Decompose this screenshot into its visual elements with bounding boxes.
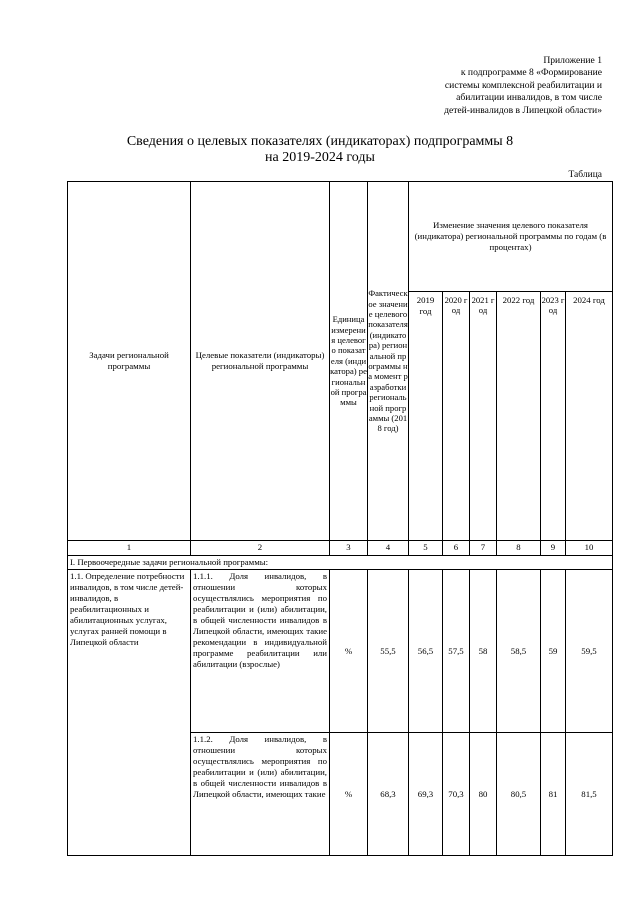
- header-change-by-year: Изменение значения целевого показателя (индикатора) региональной программы по годам (в процентах): [409, 182, 613, 292]
- indicator-cell: 1.1.1. Доля инвалидов, в отношении которых осуществлялись мероприятия по реабилитации и (или) абилитации, в общей численности инвалидов в Липецкой области, имеющих такие рекомендации в индивидуальной программе реабилитации или абилитации (взрослые): [191, 570, 330, 733]
- value-2022: 80,5: [497, 733, 541, 856]
- value-2021: 80: [470, 733, 497, 856]
- column-number: 1: [68, 541, 191, 556]
- column-number: 7: [470, 541, 497, 556]
- column-number: 3: [330, 541, 368, 556]
- unit-cell: %: [330, 570, 368, 733]
- section-row: [68, 556, 613, 570]
- task-cell: 1.1. Определение потребности инвалидов, в том числе детей-инвалидов, в реабилитационных и абилитационных услугах, услугах ранней помощи в Липецкой области: [68, 570, 191, 856]
- value-2022: 58,5: [497, 570, 541, 733]
- actual-value-cell: 68,3: [368, 733, 409, 856]
- appendix-line: детей-инвалидов в Липецкой области»: [444, 104, 602, 116]
- header-year-2024: 2024 год: [566, 292, 613, 541]
- document-title: [0, 134, 640, 166]
- column-number: 9: [541, 541, 566, 556]
- unit-cell: %: [330, 733, 368, 856]
- actual-value-cell: 55,5: [368, 570, 409, 733]
- header-year-2021: 2021 год: [470, 292, 497, 541]
- indicators-table: [67, 181, 613, 856]
- column-number: 6: [443, 541, 470, 556]
- header-actual-value: Фактическое значение целевого показателя (индикатора) региональной программы на момент разработки региональной программы (2018 год): [368, 182, 409, 541]
- column-number: 4: [368, 541, 409, 556]
- column-number: 8: [497, 541, 541, 556]
- column-number: 5: [409, 541, 443, 556]
- value-2023: 59: [541, 570, 566, 733]
- indicator-cell: 1.1.2. Доля инвалидов, в отношении которых осуществлялись мероприятия по реабилитации и (или) абилитации, в общей численности инвалидов в Липецкой области, имеющих такие: [191, 733, 330, 856]
- value-2019: 69,3: [409, 733, 443, 856]
- column-number: 2: [191, 541, 330, 556]
- column-number: 10: [566, 541, 613, 556]
- appendix-line: абилитации инвалидов, в том числе: [456, 92, 602, 104]
- header-indicators: Целевые показатели (индикаторы) региональной программы: [191, 182, 330, 541]
- value-2024: 81,5: [566, 733, 613, 856]
- header-year-2020: 2020 год: [443, 292, 470, 541]
- appendix-line: к подпрограмме 8 «Формирование: [460, 67, 602, 79]
- column-numbers-row: [68, 541, 613, 556]
- appendix-line: Приложение 1: [543, 55, 602, 66]
- header-year-2023: 2023 год: [541, 292, 566, 541]
- value-2020: 70,3: [443, 733, 470, 856]
- value-2019: 56,5: [409, 570, 443, 733]
- table-caption: Таблица: [568, 170, 602, 180]
- header-row-1: [68, 182, 613, 292]
- value-2023: 81: [541, 733, 566, 856]
- header-year-2022: 2022 год: [497, 292, 541, 541]
- appendix-note: [342, 55, 602, 117]
- value-2020: 57,5: [443, 570, 470, 733]
- value-2024: 59,5: [566, 570, 613, 733]
- value-2021: 58: [470, 570, 497, 733]
- section-heading: I. Первоочередные задачи региональной программы:: [68, 556, 613, 570]
- title-line-1: Сведения о целевых показателях (индикаторах) подпрограммы 8: [126, 134, 514, 149]
- header-tasks: Задачи региональной программы: [68, 182, 191, 541]
- appendix-line: системы комплексной реабилитации и: [444, 79, 602, 91]
- table-row: [68, 570, 613, 733]
- header-year-2019: 2019 год: [409, 292, 443, 541]
- header-unit: Единица измерения целевого показателя (индикатора) региональной программы: [330, 182, 368, 541]
- title-line-2: на 2019-2024 годы: [265, 150, 375, 165]
